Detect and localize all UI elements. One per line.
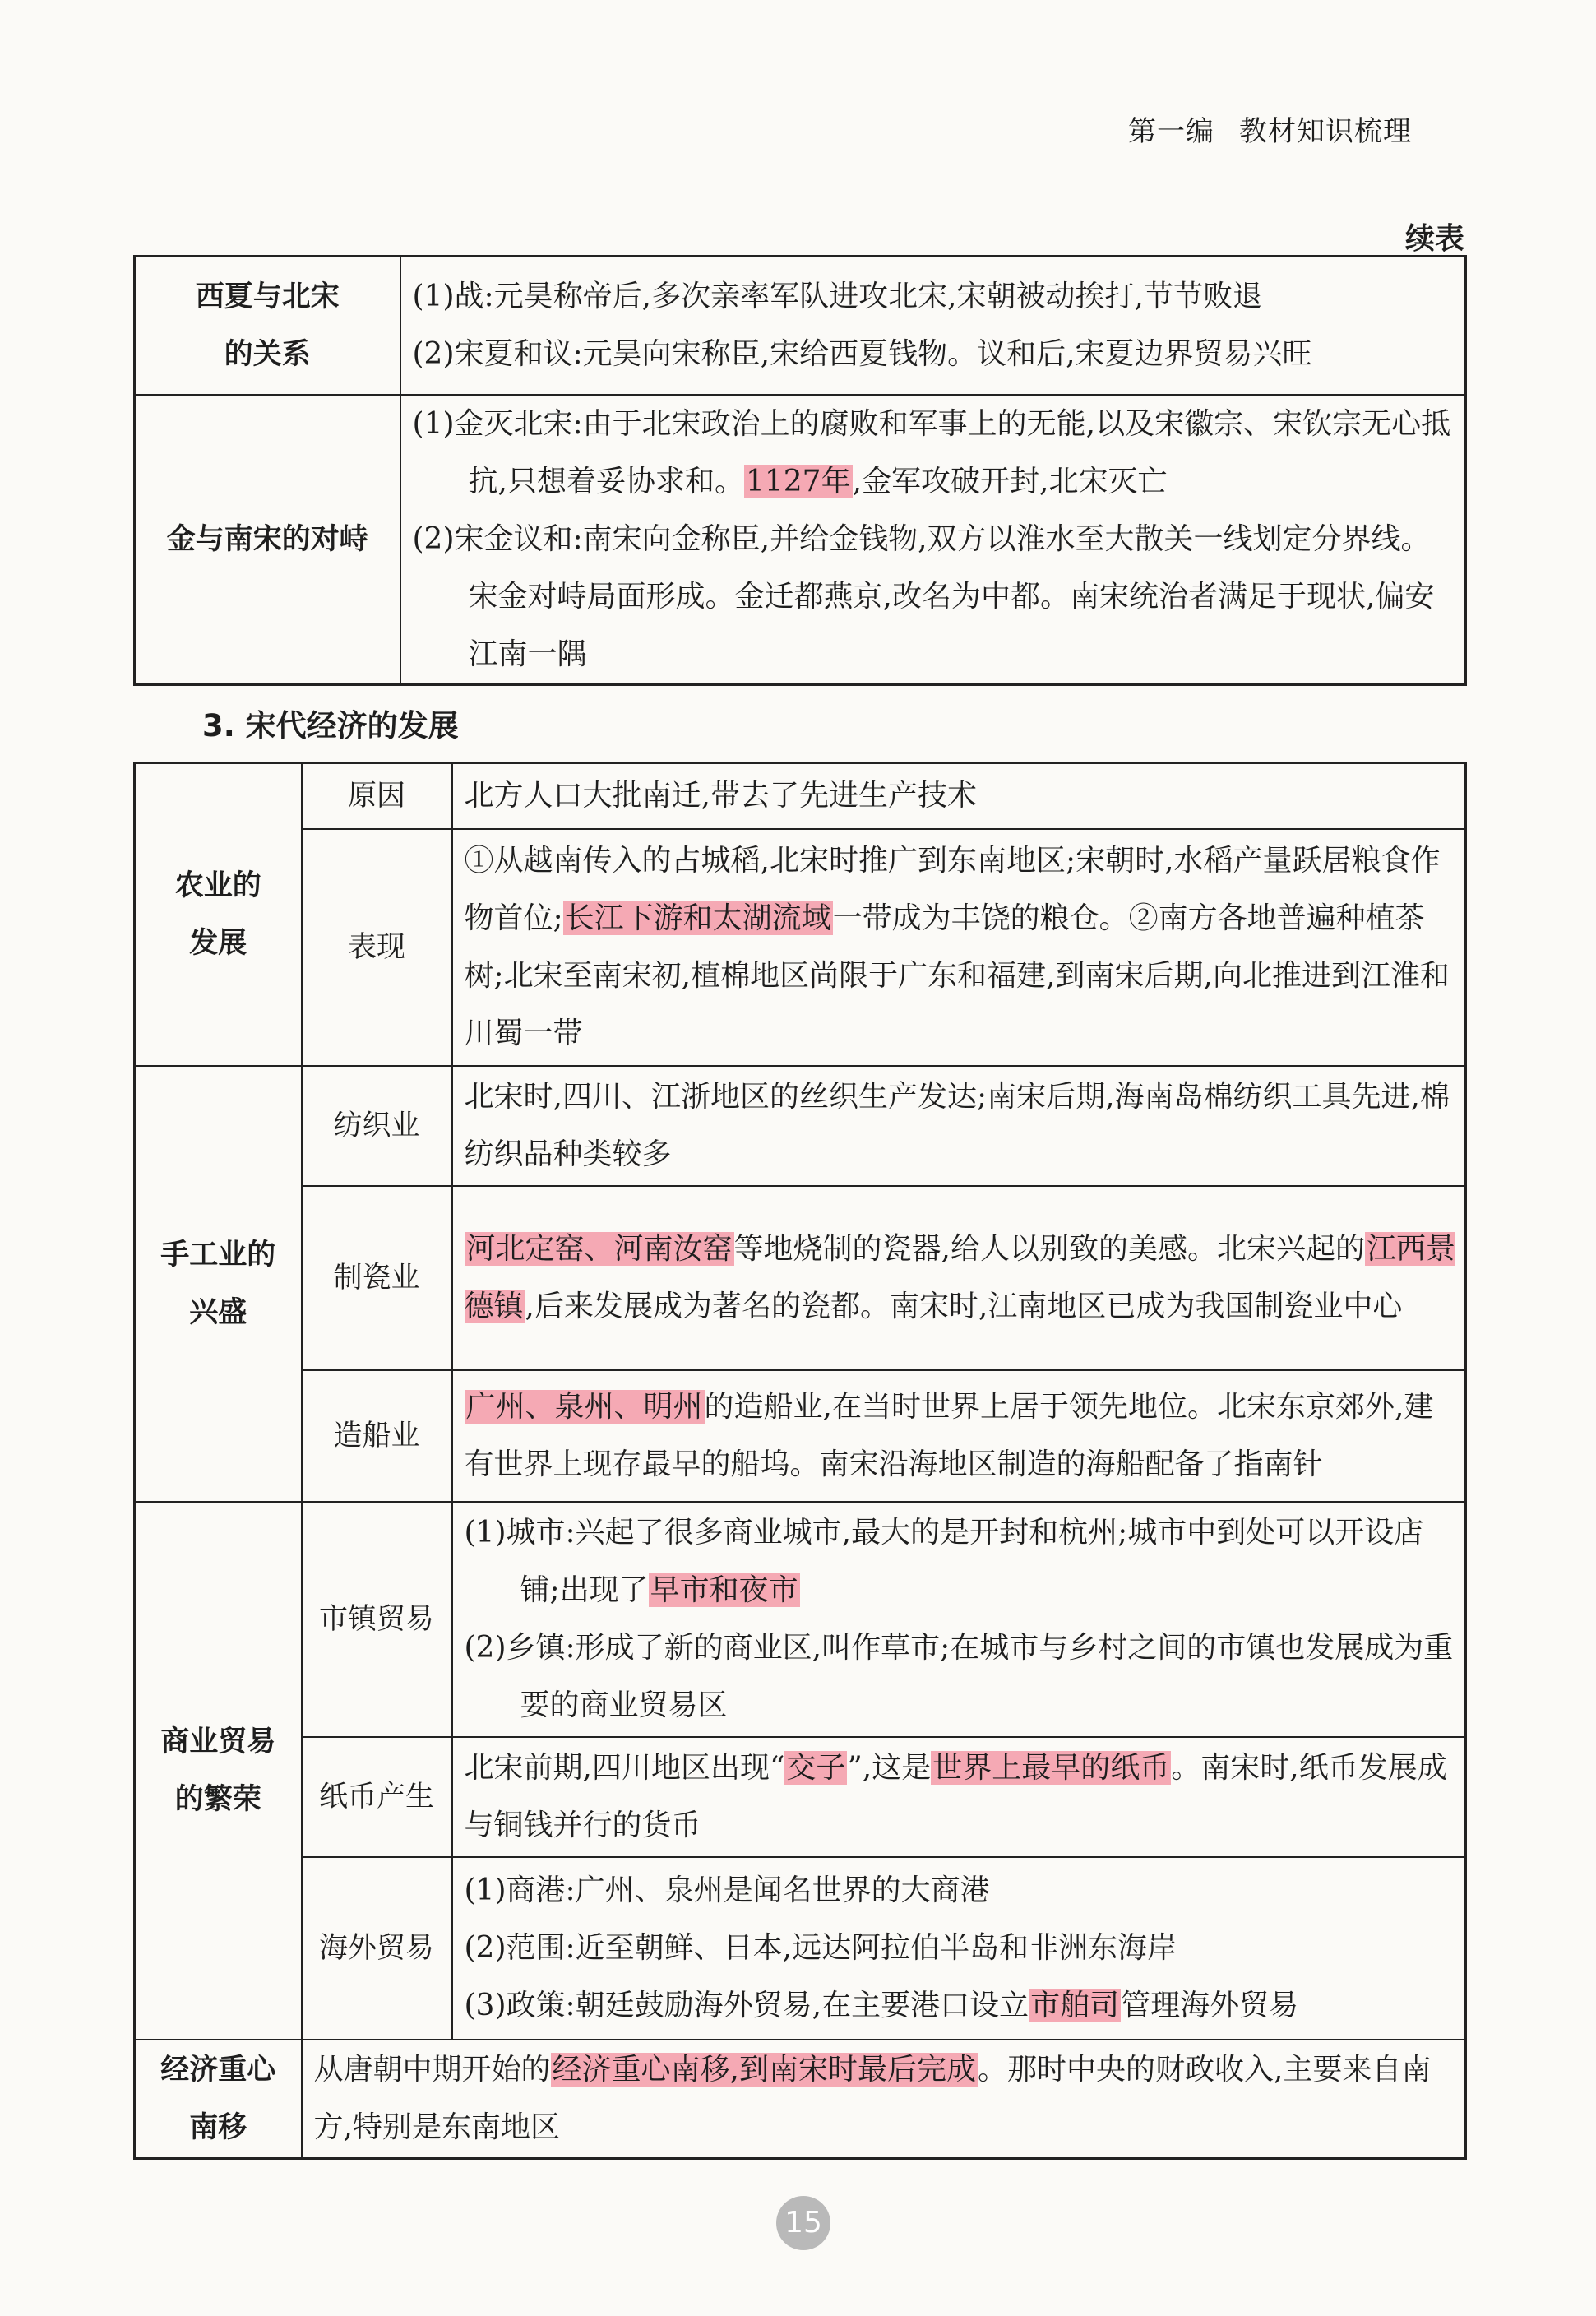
list-item xyxy=(465,1739,1460,1855)
highlighted-text: 广州、泉州、明州 xyxy=(465,1390,703,1424)
text-run: (3)政策:朝廷鼓励海外贸易,在主要港口设立 xyxy=(464,1989,1029,2022)
list-item xyxy=(413,326,1460,383)
text-run: ,后来发展成为著名的瓷都。南宋时,江南地区已成为我国制瓷业中心 xyxy=(525,1290,1403,1323)
subcategory-label: 纺织业 xyxy=(302,1066,452,1186)
cell-content xyxy=(452,1186,1466,1370)
category-heading xyxy=(135,2040,302,2159)
cell-content xyxy=(302,2040,1466,2159)
table-row xyxy=(135,1737,1466,1857)
table-row xyxy=(135,2040,1466,2159)
text-run: ①从越南传入的占城稻,北宋时推广到东南地区;宋朝时,水稻产量跃居粮食作物首位; xyxy=(464,844,1441,935)
list-item xyxy=(465,1862,1460,1920)
subcategory-label: 市镇贸易 xyxy=(302,1502,452,1737)
text-run: (2)宋夏和议:元昊向宋称臣,宋给西夏钱物。议和后,宋夏边界贸易兴旺 xyxy=(412,337,1312,371)
table-row xyxy=(135,257,1466,396)
highlighted-text: 世界上最早的纸币 xyxy=(932,1751,1170,1785)
category-heading xyxy=(135,1502,302,2040)
relations-table xyxy=(133,255,1467,686)
list-item xyxy=(413,511,1460,683)
text-run: 一带成为丰饶的粮仓。②南方各地普遍种植茶树;北宋至南宋初,植棉地区尚限于广东和福建,到南宋后期,向北推进到江淮和川蜀一带 xyxy=(464,901,1450,1050)
highlighted-text: 河北定窑、河南汝窑 xyxy=(465,1232,733,1266)
subcategory-label: 制瓷业 xyxy=(302,1186,452,1370)
list-item xyxy=(465,1920,1460,1977)
row-heading xyxy=(135,257,400,396)
category-heading-line: 发展 xyxy=(189,927,247,960)
cell-content xyxy=(452,1370,1466,1502)
economy-table xyxy=(133,762,1467,2160)
text-run: (2)乡镇:形成了新的商业区,叫作草市;在城市与乡村之间的市镇也发展成为重要的商业贸易区 xyxy=(464,1631,1454,1722)
list-item xyxy=(413,268,1460,326)
text-run: (1)战:元昊称帝后,多次亲率军队进攻北宋,宋朝被动挨打,节节败退 xyxy=(412,280,1262,313)
category-heading xyxy=(135,763,302,1067)
highlighted-text: 市舶司 xyxy=(1030,1989,1120,2022)
cell-content xyxy=(452,763,1466,830)
table-row xyxy=(135,1502,1466,1737)
cell-content xyxy=(452,1502,1466,1737)
category-heading-line: 南移 xyxy=(189,2111,247,2144)
text-run: 的造船业,在当时世界上居于领先地位。北宋东京郊外,建有世界上现存最早的船坞。南宋沿海地区制造的海船配备了指南针 xyxy=(464,1390,1434,1481)
subcategory-label: 表现 xyxy=(302,829,452,1066)
text-run: (1)商港:广州、泉州是闻名世界的大商港 xyxy=(464,1874,990,1907)
cell-content xyxy=(452,1857,1466,2040)
text-run: 北宋前期,四川地区出现“ xyxy=(464,1751,785,1785)
text-run: (2)宋金议和:南宋向金称臣,并给金钱物,双方以淮水至大散关一线划定分界线。宋金对峙局面形成。金迁都燕京,改名为中都。南宋统治者满足于现状,偏安江南一隅 xyxy=(412,522,1435,671)
row-content xyxy=(400,395,1466,685)
subcategory-label: 海外贸易 xyxy=(302,1857,452,2040)
text-run: 等地烧制的瓷器,给人以别致的美感。北宋兴起的 xyxy=(733,1232,1365,1266)
text-run: 北宋时,四川、江浙地区的丝织生产发达;南宋后期,海南岛棉纺织工具先进,棉纺织品种类较多 xyxy=(464,1080,1450,1171)
cell-content xyxy=(452,1066,1466,1186)
text-run: 。南宋时,纸币发展成与铜钱并行的货币 xyxy=(464,1751,1447,1842)
category-heading-line: 的繁荣 xyxy=(174,1783,261,1816)
text-run: 北方人口大批南迁,带去了先进生产技术 xyxy=(464,779,977,813)
category-heading-line: 经济重心 xyxy=(160,2054,276,2087)
highlighted-text: 经济重心南移,到南宋时最后完成 xyxy=(552,2053,976,2087)
section-title: 3. 宋代经济的发展 xyxy=(202,708,459,743)
header-part: 第一编 xyxy=(1128,115,1214,148)
category-heading-line: 农业的 xyxy=(174,869,261,902)
subcategory-label: 纸币产生 xyxy=(302,1737,452,1857)
table-row xyxy=(135,1186,1466,1370)
category-heading-line: 手工业的 xyxy=(160,1239,276,1271)
subcategory-label: 原因 xyxy=(302,763,452,830)
highlighted-text: 早市和夜市 xyxy=(650,1573,798,1607)
table-row xyxy=(135,763,1466,830)
cell-content xyxy=(452,1737,1466,1857)
row-heading-line: 西夏与北宋 xyxy=(195,280,340,313)
row-content xyxy=(400,257,1466,396)
row-heading xyxy=(135,395,400,685)
category-heading-line: 兴盛 xyxy=(189,1296,247,1329)
list-item xyxy=(465,1504,1460,1619)
category-heading-line: 商业贸易 xyxy=(160,1725,276,1758)
row-heading-line: 的关系 xyxy=(224,338,311,371)
list-item xyxy=(465,1977,1460,2035)
highlighted-text: 交子 xyxy=(786,1751,846,1785)
text-run: (1)城市:兴起了很多商业城市,最大的是开封和杭州;城市中到处可以开设店铺;出现了 xyxy=(464,1516,1424,1607)
header-title: 教材知识梳理 xyxy=(1239,115,1412,148)
row-heading-line: 金与南宋的对峙 xyxy=(166,523,368,556)
highlighted-text: 1127年 xyxy=(745,465,851,498)
highlighted-text: 江西景德镇 xyxy=(464,1232,1455,1323)
text-run: (2)范围:近至朝鲜、日本,远达阿拉伯半岛和非洲东海岸 xyxy=(464,1931,1177,1965)
continued-label: 续表 xyxy=(1404,222,1464,256)
text-run: ”,这是 xyxy=(847,1751,932,1785)
text-run: ,金军攻破开封,北宋灭亡 xyxy=(852,465,1168,498)
text-run: 。那时中央的财政收入,主要来自南方,特别是东南地区 xyxy=(313,2053,1432,2144)
table-row xyxy=(135,395,1466,685)
subcategory-label: 造船业 xyxy=(302,1370,452,1502)
text-run: 管理海外贸易 xyxy=(1121,1989,1299,2022)
list-item xyxy=(465,1619,1460,1735)
text-run: 从唐朝中期开始的 xyxy=(313,2053,551,2087)
text-run: (1)金灭北宋:由于北宋政治上的腐败和军事上的无能,以及宋徽宗、宋钦宗无心抵抗,只想着妥协求和。 xyxy=(412,407,1451,498)
category-heading xyxy=(135,1066,302,1502)
table-row xyxy=(135,1370,1466,1502)
page-number-badge: 15 xyxy=(776,2196,830,2250)
list-item xyxy=(413,396,1460,511)
highlighted-text: 长江下游和太湖流域 xyxy=(564,901,831,935)
table-row xyxy=(135,1066,1466,1186)
table-row xyxy=(135,829,1466,1066)
cell-content xyxy=(452,829,1466,1066)
table-row xyxy=(135,1857,1466,2040)
running-header xyxy=(1128,109,1424,149)
